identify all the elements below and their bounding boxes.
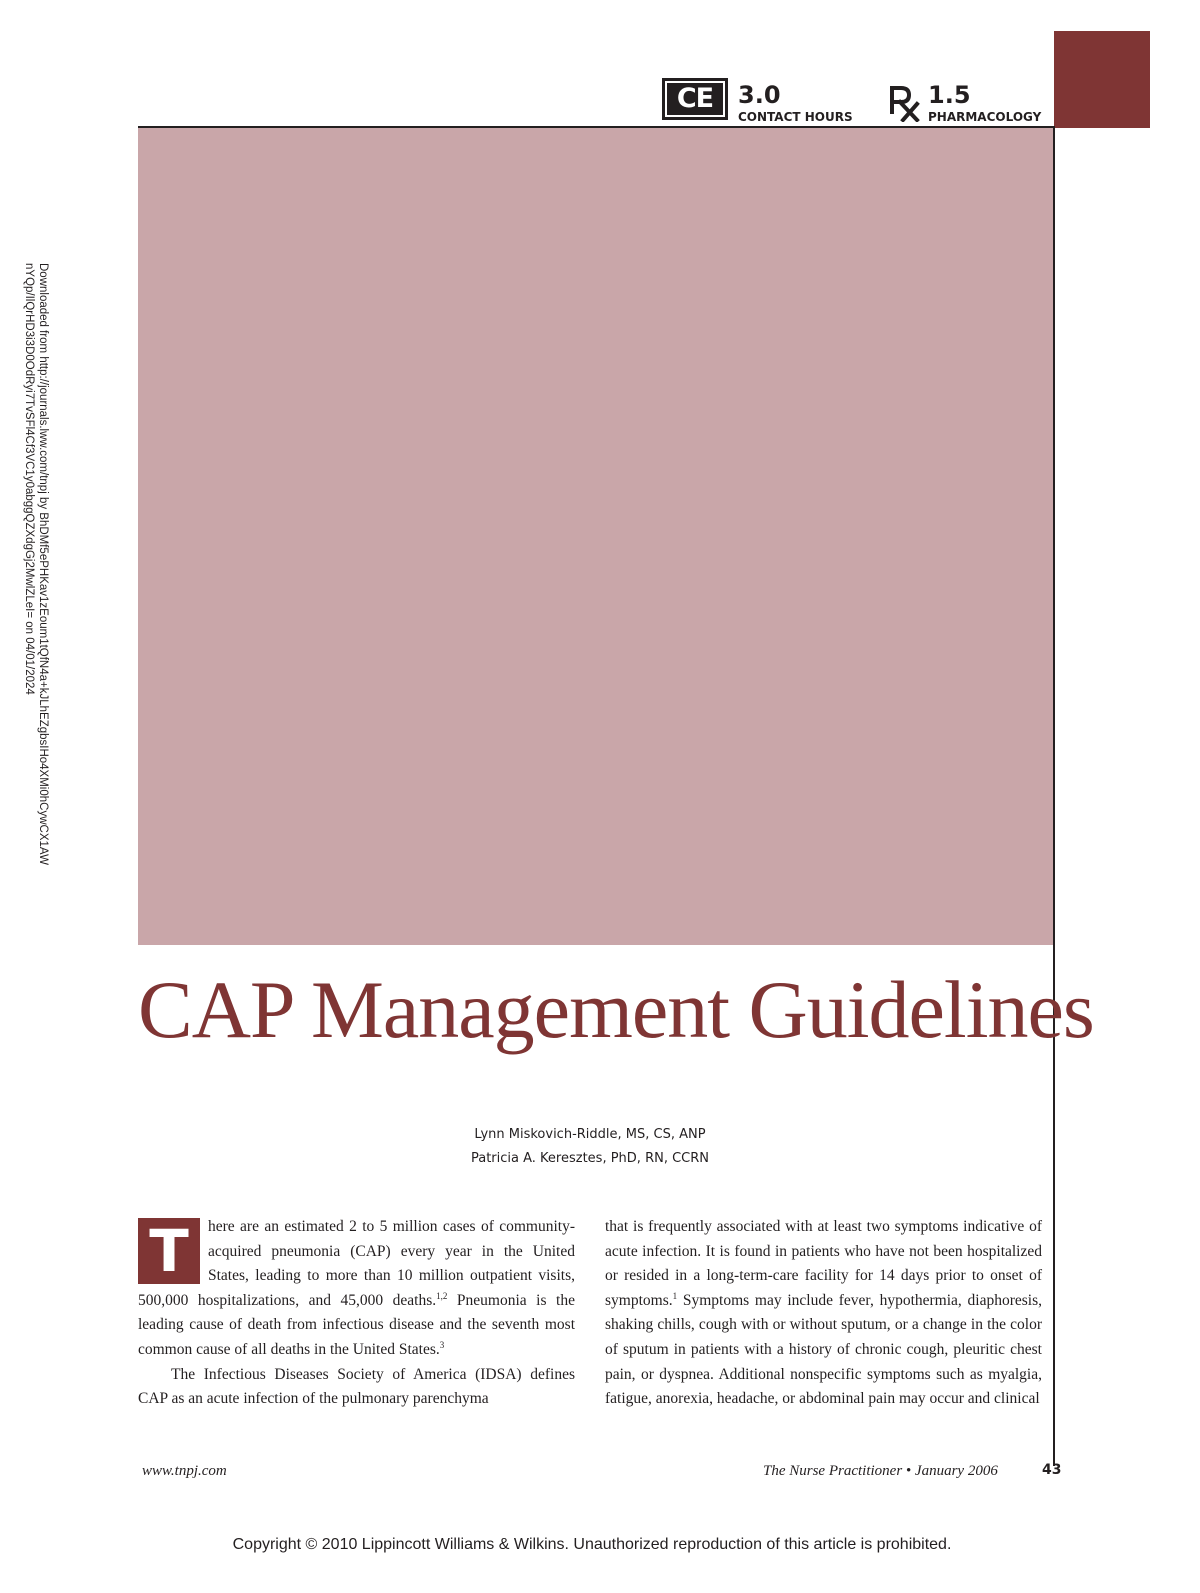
ce-contact-hours-label: CONTACT HOURS — [738, 110, 853, 124]
paragraph-1-mid: Pneumonia is the leading cause of death from infectious disease and the seventh most common cause of all deaths in the United States. — [138, 1291, 575, 1358]
ce-contact-hours-value: 3.0 — [738, 81, 781, 109]
page-number: 43 — [1042, 1462, 1062, 1478]
author-2: Patricia A. Keresztes, PhD, RN, CCRN — [470, 1151, 709, 1166]
paragraph-2: The Infectious Diseases Society of America (IDSA) defines CAP as an acute infection of the pulmonary parenchyma — [138, 1365, 575, 1408]
corner-accent-block — [1054, 31, 1150, 128]
journal-url-link[interactable]: www.tnpj.com — [142, 1463, 227, 1479]
body-column-left — [138, 1215, 575, 1412]
paragraph-3 — [605, 1215, 1042, 1412]
rx-pharmacology-label: PHARMACOLOGY — [928, 110, 1042, 124]
download-notice — [22, 263, 50, 865]
citation-ref: 1 — [672, 1290, 678, 1301]
citation-ref: 3 — [439, 1339, 445, 1350]
ce-badge — [662, 78, 728, 120]
author-list — [138, 1123, 1042, 1171]
vertical-rule — [1053, 126, 1055, 1466]
ce-badge-text: CE — [667, 83, 723, 115]
journal-issue: The Nurse Practitioner • January 2006 — [763, 1463, 998, 1479]
author-1: Lynn Miskovich-Riddle, MS, CS, ANP — [474, 1127, 706, 1142]
paragraph-3-lead: that is frequently associated with at least two symptoms indicative of acute infection. It is found in patients who have not been hospitalized or resided in a long-term-care facility for 14 days prior to onset of symptoms. — [605, 1218, 1042, 1309]
body-column-right — [605, 1215, 1042, 1412]
paragraph-1 — [138, 1215, 575, 1363]
download-notice-line-2: nYQp/IlQrHD3i3D0OdRyi7TvSFl4Cf3VC1y0abggQZXdgGj2MwlZLeI= on 04/01/2024 — [23, 263, 35, 695]
rx-icon — [889, 86, 921, 122]
download-notice-line-1: Downloaded from http://journals.lww.com/tnpj by BhDMf5ePHKav1zEoum1tQfN4a+kJLhEZgbsIHo4XMi0hCywCX1AW — [37, 263, 49, 865]
copyright-notice: Copyright © 2010 Lippincott Williams & Wilkins. Unauthorized reproduction of this article is prohibited. — [232, 1536, 952, 1553]
paragraph-3-tail: Symptoms may include fever, hypothermia, diaphoresis, shaking chills, cough with or without sputum, or a change in the color of sputum in patients with a history of chronic cough, pleuritic chest pain, or dyspnea. Additional nonspecific symptoms such as myalgia, fatigue, anorexia, headache, or abdominal pain may occur and clinical — [605, 1291, 1042, 1408]
paragraph-1-lead: here are an estimated 2 to 5 million cases of community-acquired pneumonia (CAP) every year in the United States, leading to more than 10 million outpatient visits, 500,000 hospitalizations, and 45,000 deaths. — [138, 1218, 575, 1309]
rx-pharmacology-value: 1.5 — [928, 81, 971, 109]
article-title: CAP Management Guidelines — [138, 964, 1094, 1055]
hero-image-placeholder — [138, 128, 1053, 945]
drop-cap: T — [138, 1218, 200, 1284]
citation-ref: 1,2 — [436, 1290, 448, 1301]
